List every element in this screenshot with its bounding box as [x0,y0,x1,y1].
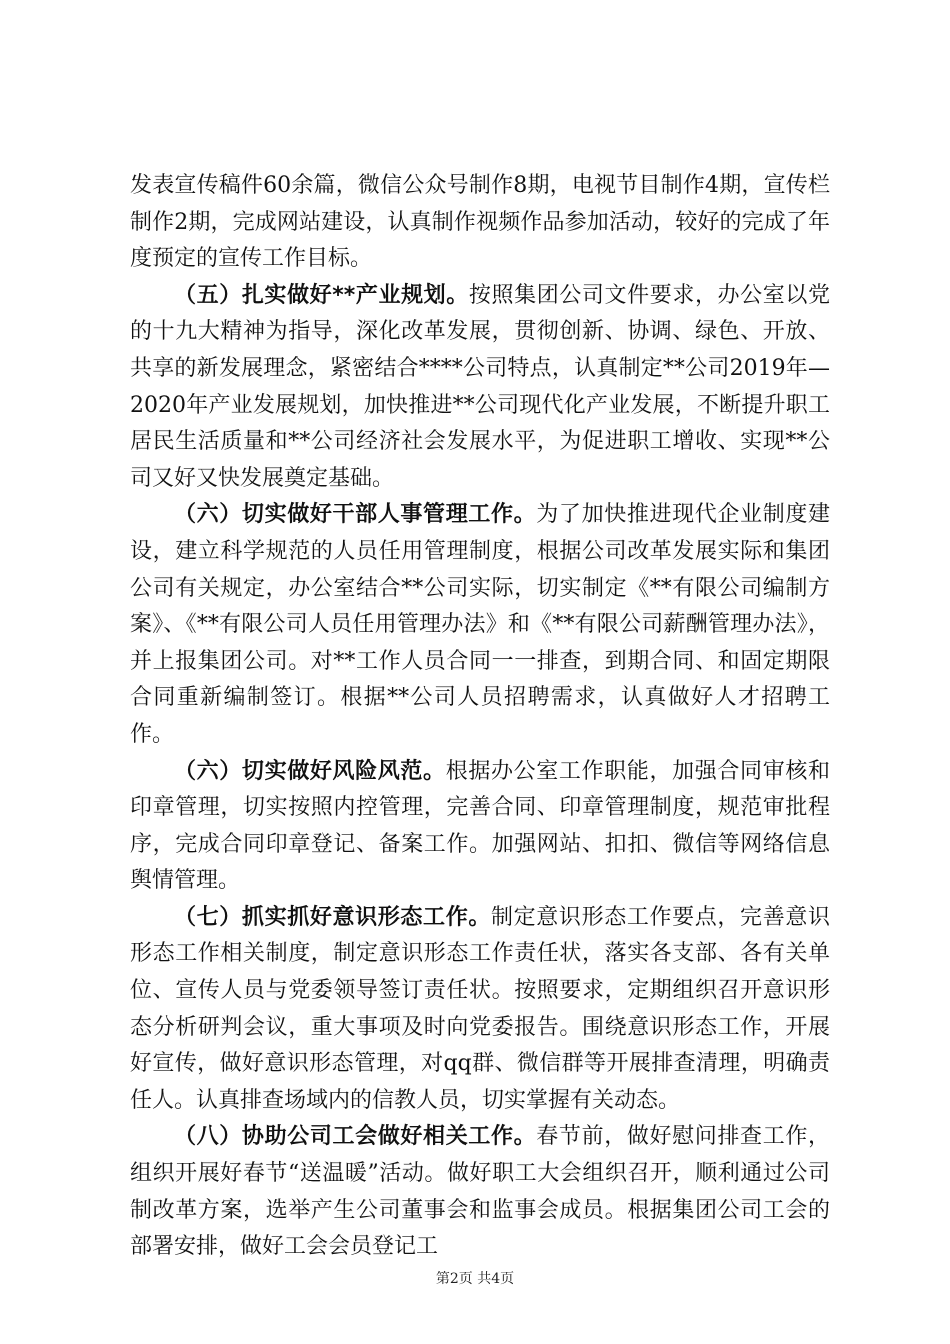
paragraph-text: 春节前，做好慰问排查工作，组织开展好春节“送温暖”活动。做好职工大会组织召开，顺利通过公司制改革方案，选举产生公司董事会和监事会成员。根据集团公司工会的部署安排，做好工会会员登记工 [130,1124,830,1260]
paragraph-text: 按照集团公司文件要求，办公室以党的十九大精神为指导，深化改革发展，贯彻创新、协调、绿色、开放、共享的新发展理念，紧密结合****公司特点，认真制定**公司2019年—2020年产业发展规划，加快推进**公司现代化产业发展，不断提升职工居民生活质量和**公司经济社会发展水平，为促进职工增收、实现**公司又好又快发展奠定基础。 [130,282,830,491]
paragraph-text: 根据办公室工作职能，加强合同审核和印章管理，切实按照内控管理，完善合同、印章管理制度，规范审批程序，完成合同印章登记、备案工作。加强网站、扣扣、微信等网络信息舆情管理。 [130,758,830,894]
paragraph-text: 发表宣传稿件60余篇，微信公众号制作8期，电视节目制作4期，宣传栏制作2期，完成网站建设，认真制作视频作品参加活动，较好的完成了年度预定的宣传工作目标。 [130,173,830,272]
page-number-footer: 第2页 共4页 [435,1271,515,1287]
paragraph-text: 制定意识形态工作要点，完善意识形态工作相关制度，制定意识形态工作责任状，落实各支部、各有关单位、宣传人员与党委领导签订责任状。按照要求，定期组织召开意识形态分析研判会议，重大事项及时向党委报告。围绕意识形态工作，开展好宣传，做好意识形态管理，对qq群、微信群等开展排查清理，明确责任人。认真排查场域内的信教人员，切实掌握有关动态。 [130,904,830,1113]
paragraph-continuation [130,168,830,278]
section-personnel-management [130,497,830,753]
section-heading: （八）协助公司工会做好相关工作。 [174,1124,537,1150]
document-body [130,168,830,1266]
paragraph-text: 为了加快推进现代企业制度建设，建立科学规范的人员任用管理制度，根据公司改革发展实际和集团公司有关规定，办公室结合**公司实际，切实制定《**有限公司编制方案》、《**有限公司人员任用管理办法》和《**有限公司薪酬管理办法》，并上报集团公司。对**工作人员合同一一排查，到期合同、和固定期限合同重新编制签订。根据**公司人员招聘需求，认真做好人才招聘工作。 [130,502,830,747]
section-risk-prevention [130,754,830,900]
section-heading: （六）切实做好干部人事管理工作。 [174,502,537,528]
section-heading: （七）抓实抓好意识形态工作。 [174,904,491,930]
section-heading: （五）扎实做好**产业规划。 [174,282,469,308]
section-heading: （六）切实做好风险风范。 [174,758,446,784]
section-union-work [130,1119,830,1265]
section-ideology-work [130,900,830,1120]
section-industry-planning [130,278,830,498]
